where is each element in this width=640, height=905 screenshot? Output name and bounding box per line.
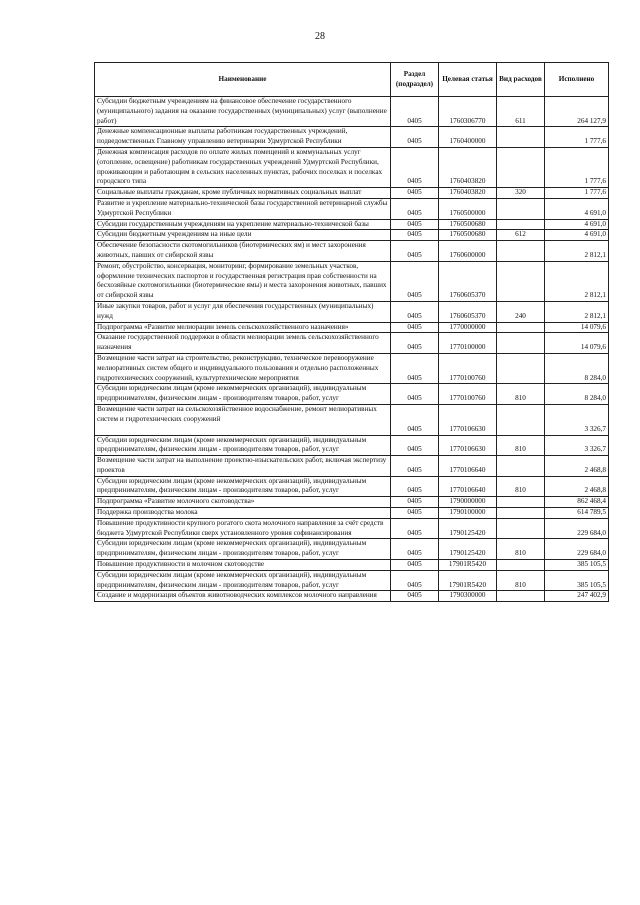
cell-article: 1790125420 [439, 518, 497, 539]
cell-amount: 2 468,8 [545, 476, 609, 497]
cell-article: 1760400000 [439, 127, 497, 148]
cell-kind: 612 [497, 230, 545, 241]
cell-section: 0405 [391, 230, 439, 241]
cell-article: 1770106640 [439, 476, 497, 497]
table-row [95, 241, 609, 262]
cell-kind [497, 333, 545, 354]
cell-kind: 810 [497, 384, 545, 405]
cell-kind [497, 198, 545, 219]
cell-amount: 247 402,9 [545, 591, 609, 602]
table-row [95, 435, 609, 456]
cell-section: 0405 [391, 127, 439, 148]
table-row [95, 198, 609, 219]
cell-name: Развитие и укрепление материально-технической базы государственной ветеринарной службы Удмуртской Республики [95, 198, 391, 219]
cell-amount: 2 812,1 [545, 301, 609, 322]
cell-article: 17901R5420 [439, 560, 497, 571]
cell-kind [497, 147, 545, 187]
header-article: Целевая статья [439, 63, 497, 97]
cell-name: Оказание государственной поддержки в области мелиорации земель сельскохозяйственного назначения [95, 333, 391, 354]
table-row [95, 219, 609, 230]
table-row [95, 570, 609, 591]
cell-kind [497, 591, 545, 602]
table-row [95, 508, 609, 519]
cell-name: Субсидии юридическим лицам (кроме некоммерческих организаций), индивидуальным предпринимателям, физическим лицам - производителям товаров, работ, услуг [95, 476, 391, 497]
table-row [95, 384, 609, 405]
cell-name: Поддержка производства молока [95, 508, 391, 519]
cell-section: 0405 [391, 353, 439, 383]
cell-kind [497, 518, 545, 539]
cell-kind: 240 [497, 301, 545, 322]
cell-name: Субсидии юридическим лицам (кроме некоммерческих организаций), индивидуальным предпринимателям, физическим лицам - производителям товаров, работ, услуг [95, 539, 391, 560]
cell-article: 1760500000 [439, 198, 497, 219]
cell-article: 1790300000 [439, 591, 497, 602]
cell-article: 1760500680 [439, 219, 497, 230]
cell-amount: 862 468,4 [545, 497, 609, 508]
cell-section: 0405 [391, 497, 439, 508]
cell-amount: 3 326,7 [545, 435, 609, 456]
cell-name: Иные закупки товаров, работ и услуг для обеспечения государственных (муниципальных) нужд [95, 301, 391, 322]
cell-name: Субсидии государственным учреждениям на укрепление материально-технической базы [95, 219, 391, 230]
table-row [95, 476, 609, 497]
cell-amount: 3 326,7 [545, 404, 609, 435]
table-row [95, 127, 609, 148]
cell-name: Возмещение части затрат на строительство, реконструкцию, техническое перевооружение мелиоративных систем общего и индивидуального пользования и отдельно расположенных гидротехнических сооружений, культуртехнические мероприятия [95, 353, 391, 383]
cell-amount: 8 284,0 [545, 384, 609, 405]
cell-amount: 614 789,5 [545, 508, 609, 519]
cell-section: 0405 [391, 261, 439, 301]
cell-kind [497, 508, 545, 519]
cell-section: 0405 [391, 219, 439, 230]
cell-amount: 2 468,8 [545, 456, 609, 477]
cell-section: 0405 [391, 301, 439, 322]
cell-article: 1790100000 [439, 508, 497, 519]
cell-amount: 4 691,0 [545, 198, 609, 219]
cell-amount: 264 127,9 [545, 97, 609, 127]
table-row [95, 301, 609, 322]
cell-section: 0405 [391, 456, 439, 477]
cell-name: Субсидии юридическим лицам (кроме некоммерческих организаций), индивидуальным предпринимателям, физическим лицам - производителям товаров, работ, услуг [95, 435, 391, 456]
cell-amount: 14 079,6 [545, 333, 609, 354]
table-row [95, 518, 609, 539]
cell-amount: 2 812,1 [545, 241, 609, 262]
cell-article: 1770100000 [439, 333, 497, 354]
header-section: Раздел (подраздел) [391, 63, 439, 97]
cell-article: 1760306770 [439, 97, 497, 127]
cell-name: Денежные компенсационные выплаты работникам государственных учреждений, подведомственных Главному управлению ветеринарии Удмуртской Республики [95, 127, 391, 148]
cell-article: 1790125420 [439, 539, 497, 560]
cell-kind [497, 127, 545, 148]
cell-article: 1770106630 [439, 404, 497, 435]
cell-name: Подпрограмма «Развитие молочного скотоводства» [95, 497, 391, 508]
table-row [95, 147, 609, 187]
cell-amount: 385 105,5 [545, 570, 609, 591]
cell-section: 0405 [391, 198, 439, 219]
cell-kind [497, 322, 545, 333]
cell-article: 1790000000 [439, 497, 497, 508]
page-number: 28 [315, 31, 325, 42]
cell-kind [497, 241, 545, 262]
cell-section: 0405 [391, 333, 439, 354]
table-row [95, 539, 609, 560]
cell-amount: 229 684,0 [545, 539, 609, 560]
cell-article: 1770106640 [439, 456, 497, 477]
cell-name: Возмещение части затрат на выполнение проектно-изыскательских работ, включая экспертизу проектов [95, 456, 391, 477]
table-row [95, 97, 609, 127]
table-body [95, 97, 609, 602]
cell-section: 0405 [391, 147, 439, 187]
cell-section: 0405 [391, 241, 439, 262]
table-row [95, 591, 609, 602]
cell-name: Повышение продуктивности в молочном скотоводстве [95, 560, 391, 571]
cell-amount: 14 079,6 [545, 322, 609, 333]
cell-section: 0405 [391, 518, 439, 539]
table-row [95, 261, 609, 301]
cell-name: Возмещение части затрат на сельскохозяйственное водоснабжение, ремонт мелиоративных систем и гидротехнических сооружений [95, 404, 391, 435]
cell-section: 0405 [391, 188, 439, 199]
cell-section: 0405 [391, 539, 439, 560]
table-header-row [95, 63, 609, 97]
cell-kind [497, 560, 545, 571]
cell-kind: 611 [497, 97, 545, 127]
header-amount: Исполнено [545, 63, 609, 97]
cell-amount: 2 812,1 [545, 261, 609, 301]
cell-article: 1760403820 [439, 188, 497, 199]
cell-article: 1770100760 [439, 353, 497, 383]
header-kind: Вид расходов [497, 63, 545, 97]
cell-name: Создание и модернизация объектов животноводческих комплексов молочного направления [95, 591, 391, 602]
cell-amount: 1 777,6 [545, 188, 609, 199]
cell-article: 1770106630 [439, 435, 497, 456]
cell-section: 0405 [391, 560, 439, 571]
cell-name: Социальные выплаты гражданам, кроме публичных нормативных социальных выплат [95, 188, 391, 199]
cell-kind [497, 497, 545, 508]
cell-section: 0405 [391, 322, 439, 333]
cell-name: Субсидии бюджетным учреждениям на финансовое обеспечение государственного (муниципального) задания на оказание государственных (муниципальных) услуг (выполнение работ) [95, 97, 391, 127]
cell-kind [497, 219, 545, 230]
cell-kind [497, 261, 545, 301]
cell-name: Субсидии юридическим лицам (кроме некоммерческих организаций), индивидуальным предпринимателям, физическим лицам - производителям товаров, работ, услуг [95, 384, 391, 405]
cell-article: 1760600000 [439, 241, 497, 262]
cell-amount: 8 284,0 [545, 353, 609, 383]
cell-kind: 810 [497, 476, 545, 497]
table-row [95, 353, 609, 383]
cell-amount: 1 777,6 [545, 147, 609, 187]
cell-article: 17901R5420 [439, 570, 497, 591]
cell-section: 0405 [391, 508, 439, 519]
cell-amount: 229 684,0 [545, 518, 609, 539]
table-row [95, 456, 609, 477]
cell-article: 1770000000 [439, 322, 497, 333]
cell-article: 1760605370 [439, 301, 497, 322]
table-row [95, 188, 609, 199]
cell-section: 0405 [391, 404, 439, 435]
table-row [95, 497, 609, 508]
cell-kind: 810 [497, 570, 545, 591]
cell-section: 0405 [391, 570, 439, 591]
cell-section: 0405 [391, 435, 439, 456]
cell-article: 1760605370 [439, 261, 497, 301]
cell-article: 1760500680 [439, 230, 497, 241]
cell-kind: 320 [497, 188, 545, 199]
cell-article: 1770100760 [439, 384, 497, 405]
cell-kind: 810 [497, 539, 545, 560]
cell-name: Повышение продуктивности крупного рогатого скота молочного направления за счёт средств бюджета Удмуртской Республики сверх установленного уровня софинансирования [95, 518, 391, 539]
cell-name: Субсидии бюджетным учреждениям на иные цели [95, 230, 391, 241]
cell-section: 0405 [391, 476, 439, 497]
table-row [95, 230, 609, 241]
cell-section: 0405 [391, 384, 439, 405]
cell-kind [497, 456, 545, 477]
header-name: Наименование [95, 63, 391, 97]
table-row [95, 333, 609, 354]
cell-kind [497, 353, 545, 383]
cell-amount: 4 691,0 [545, 219, 609, 230]
budget-execution-table [94, 62, 609, 602]
cell-kind: 810 [497, 435, 545, 456]
cell-section: 0405 [391, 97, 439, 127]
table-row [95, 322, 609, 333]
cell-amount: 385 105,5 [545, 560, 609, 571]
cell-amount: 1 777,6 [545, 127, 609, 148]
cell-name: Денежная компенсация расходов по оплате жилых помещений и коммунальных услуг (отопление, освещение) работникам государственных учреждений Удмуртской Республики, проживающим и работающим в сельских населенных пунктах, рабочих поселках и поселках городского типа [95, 147, 391, 187]
cell-amount: 4 691,0 [545, 230, 609, 241]
cell-name: Субсидии юридическим лицам (кроме некоммерческих организаций), индивидуальным предпринимателям, физическим лицам - производителям товаров, работ, услуг [95, 570, 391, 591]
cell-kind [497, 404, 545, 435]
table-row [95, 404, 609, 435]
cell-name: Ремонт, обустройство, консервация, мониторинг, формирование земельных участков, оформление технических паспортов и государственная регистрация прав собственности на бесхозяйные скотомогильники (биотермические ямы) и места захоронения животных, павших от сибирской язвы [95, 261, 391, 301]
cell-name: Обеспечение безопасности скотомогильников (биотермических ям) и мест захоронения животных, павших от сибирской язвы [95, 241, 391, 262]
table-row [95, 560, 609, 571]
cell-section: 0405 [391, 591, 439, 602]
cell-article: 1760403820 [439, 147, 497, 187]
cell-name: Подпрограмма «Развитие мелиорации земель сельскохозяйственного назначения» [95, 322, 391, 333]
